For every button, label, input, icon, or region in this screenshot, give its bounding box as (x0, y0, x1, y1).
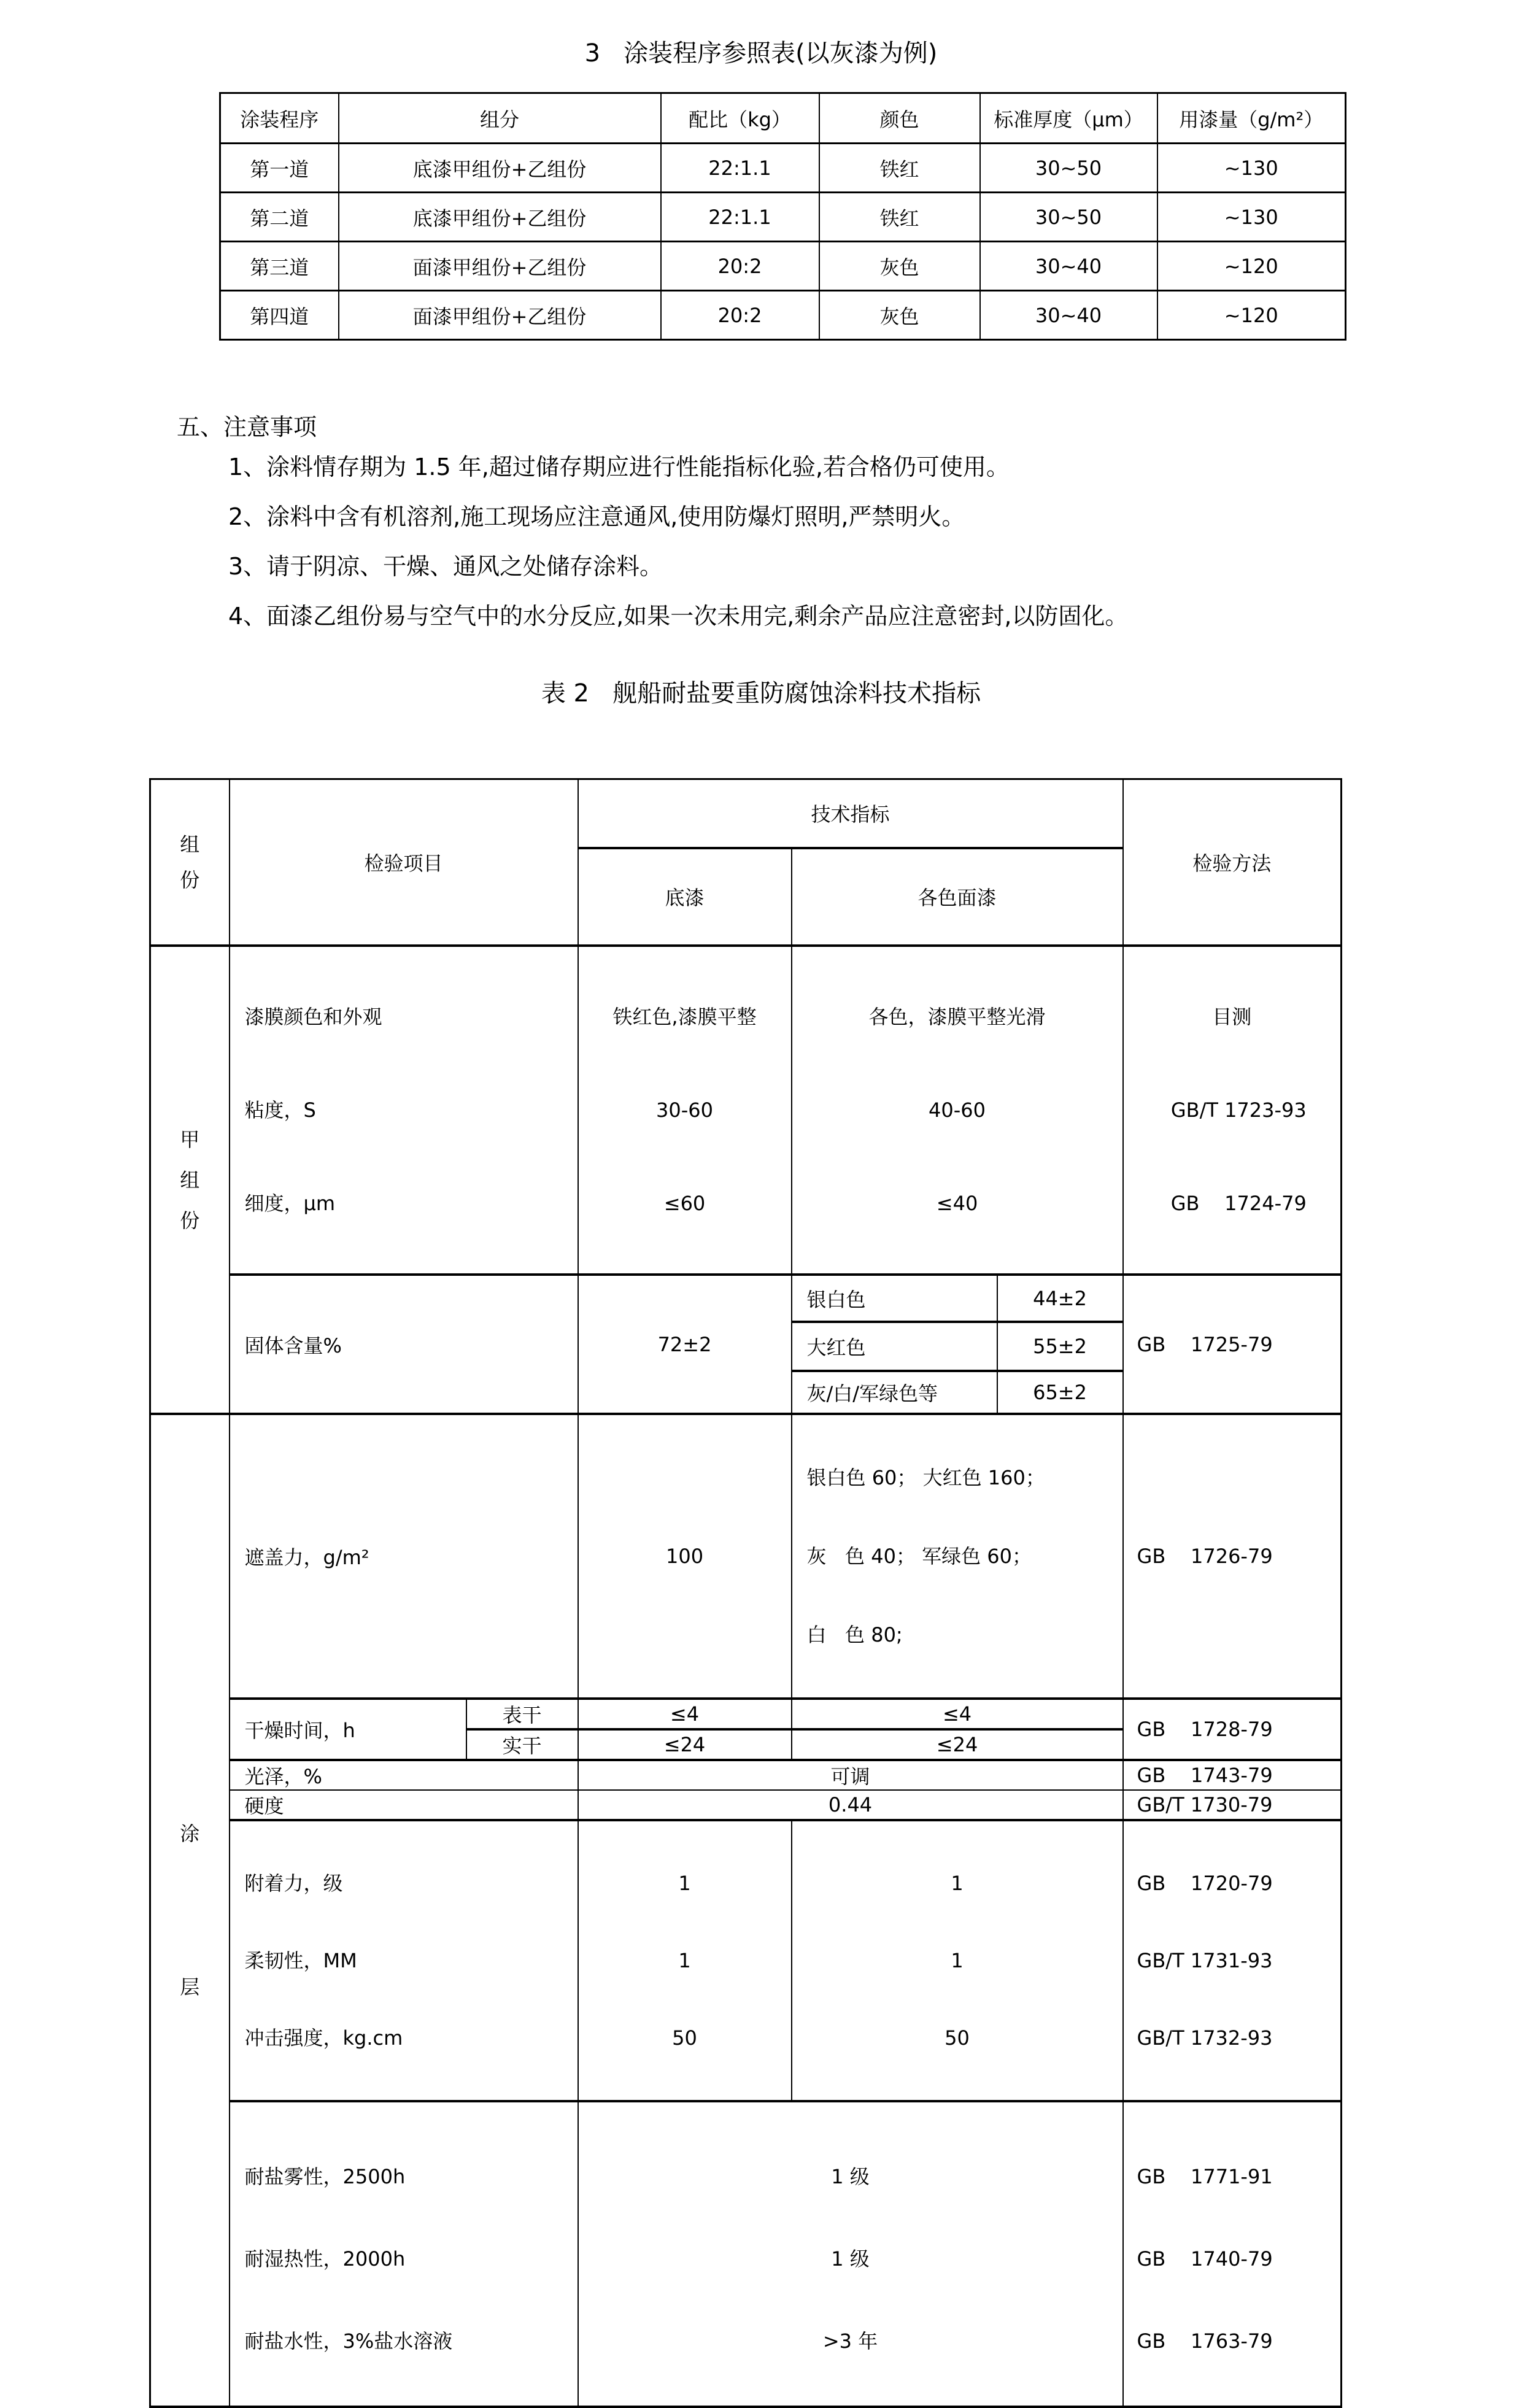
sub-item-cell: 表干 (466, 1699, 578, 1729)
table-cell: 20:2 (661, 242, 819, 291)
cell-line: 目测 (1212, 1005, 1252, 1028)
item-cell: 光泽，% (230, 1760, 578, 1790)
primer-cell: 100 (578, 1414, 792, 1699)
table-row (150, 1414, 1342, 1699)
t1-header-ratio: 配比（kg） (661, 93, 819, 144)
table-cell: 面漆甲组份+乙组份 (339, 242, 661, 291)
table-row (150, 1760, 1342, 1790)
cell-line: GB 1720-79 (1137, 1872, 1273, 1895)
primer-cell (578, 1820, 792, 2101)
cell-line: 各色，漆膜平整光滑 (868, 1005, 1046, 1028)
table-cell: 铁红 (819, 193, 980, 242)
item-cell: 遮盖力，g/m² (230, 1414, 578, 1699)
cell-line: 灰 色 40； 军绿色 60； (806, 1545, 1032, 1568)
primer-cell: ≤24 (578, 1729, 792, 1760)
cell-line: 细度，μm (244, 1192, 336, 1215)
value-cell (578, 2101, 1123, 2407)
topcoat-name-cell: 银白色 (792, 1275, 997, 1322)
cell-line: GB/T 1723-93 (1170, 1098, 1307, 1122)
cell-line: ≤60 (663, 1192, 706, 1215)
notes-heading: 五、注意事项 (177, 414, 317, 441)
topcoat-value-cell: 44±2 (997, 1275, 1123, 1322)
table-cell: ~120 (1157, 242, 1346, 291)
value-cell: 0.44 (578, 1790, 1123, 1820)
item-cell (230, 1820, 578, 2101)
cell-line: 50 (944, 2026, 970, 2050)
method-cell (1123, 2101, 1342, 2407)
method-cell (1123, 946, 1342, 1275)
t2-header-topcoat: 各色面漆 (792, 848, 1123, 946)
table-row (150, 1790, 1342, 1820)
cell-line: 耐盐水性，3%盐水溶液 (244, 2329, 453, 2353)
table-row (220, 193, 1346, 242)
topcoat-value-cell: 65±2 (997, 1371, 1123, 1414)
table-cell: 第四道 (220, 291, 339, 340)
table-cell: 铁红 (819, 144, 980, 193)
cell-line: 漆膜颜色和外观 (244, 1005, 382, 1028)
table-cell: 第一道 (220, 144, 339, 193)
topcoat-cell (792, 1414, 1123, 1699)
topcoat-cell: ≤4 (792, 1699, 1123, 1729)
group-label-tuceng (150, 1414, 230, 2407)
cell-line: GB 1763-79 (1137, 2329, 1273, 2353)
table-cell: 面漆甲组份+乙组份 (339, 291, 661, 340)
table-cell: 第三道 (220, 242, 339, 291)
cell-line: 银白色 60； 大红色 160； (806, 1466, 1045, 1489)
cell-line: 冲击强度，kg.cm (244, 2026, 403, 2050)
item-cell: 硬度 (230, 1790, 578, 1820)
method-cell: GB 1725-79 (1123, 1275, 1342, 1414)
cell-line: GB/T 1732-93 (1137, 2026, 1273, 2050)
note-item: 1、涂料情存期为 1.5 年,超过储存期应进行性能指标化验,若合格仍可使用。 (228, 453, 1010, 480)
cell-line: 1 (951, 1949, 964, 1972)
table-cell: 20:2 (661, 291, 819, 340)
cell-line: 1 (951, 1872, 964, 1895)
table-cell: 第二道 (220, 193, 339, 242)
notes-list (228, 448, 1128, 647)
table-cell: ~130 (1157, 144, 1346, 193)
vertical-label: 涂层 (180, 1822, 200, 1999)
table-row (150, 2101, 1342, 2407)
topcoat-name-cell: 灰/白/军绿色等 (792, 1371, 997, 1414)
table-cell: 底漆甲组份+乙组份 (339, 193, 661, 242)
cell-line: GB 1724-79 (1170, 1192, 1307, 1215)
method-cell: GB 1743-79 (1123, 1760, 1342, 1790)
t1-header-thickness: 标准厚度（μm） (980, 93, 1157, 144)
cell-line: 白 色 80; (806, 1623, 903, 1646)
topcoat-cell: ≤24 (792, 1729, 1123, 1760)
method-cell: GB/T 1730-79 (1123, 1790, 1342, 1820)
table-row (150, 1820, 1342, 2101)
table-cell: 30~50 (980, 193, 1157, 242)
cell-line: 耐盐雾性，2500h (244, 2165, 406, 2188)
method-cell: GB 1728-79 (1123, 1699, 1342, 1760)
item-cell: 干燥时间，h (230, 1699, 466, 1760)
table-cell: 22:1.1 (661, 144, 819, 193)
method-cell: GB 1726-79 (1123, 1414, 1342, 1699)
table-cell: ~130 (1157, 193, 1346, 242)
item-cell: 固体含量% (230, 1275, 578, 1414)
topcoat-cell (792, 1820, 1123, 2101)
table-cell: 底漆甲组份+乙组份 (339, 144, 661, 193)
sub-item-cell: 实干 (466, 1729, 578, 1760)
t1-header-amount: 用漆量（g/m²） (1157, 93, 1346, 144)
topcoat-cell (792, 946, 1123, 1275)
table-row (150, 946, 1342, 1275)
table-header-row (150, 779, 1342, 848)
t2-header-component (150, 779, 230, 946)
cell-line: 柔韧性，MM (244, 1949, 357, 1972)
item-cell (230, 946, 578, 1275)
topcoat-name-cell: 大红色 (792, 1322, 997, 1371)
table-row (150, 1275, 1342, 1322)
method-cell (1123, 1820, 1342, 2101)
note-item: 2、涂料中含有机溶剂,施工现场应注意通风,使用防爆灯照明,严禁明火。 (228, 503, 965, 530)
table-cell: 30~40 (980, 242, 1157, 291)
cell-line: 1 级 (831, 2165, 870, 2188)
note-item: 3、请于阴凉、干燥、通风之处储存涂料。 (228, 553, 663, 580)
technical-indicator-table (149, 778, 1342, 2408)
cell-line: 40-60 (929, 1098, 986, 1122)
table-row (150, 1699, 1342, 1729)
cell-line: 粘度，S (244, 1098, 316, 1122)
table-cell: ~120 (1157, 291, 1346, 340)
table-header-row (220, 93, 1346, 144)
table-row (220, 144, 1346, 193)
table-row (220, 291, 1346, 340)
table2-title: 表 2 舰船耐盐要重防腐蚀涂料技术指标 (541, 679, 981, 708)
coating-procedure-table (219, 92, 1346, 341)
table-cell: 22:1.1 (661, 193, 819, 242)
note-item: 4、面漆乙组份易与空气中的水分反应,如果一次未用完,剩余产品应注意密封,以防固化。 (228, 603, 1129, 630)
t1-header-component: 组分 (339, 93, 661, 144)
t2-header-method: 检验方法 (1123, 779, 1342, 946)
cell-line: >3 年 (822, 2329, 878, 2353)
vertical-label: 甲组份 (180, 1127, 200, 1232)
primer-cell (578, 946, 792, 1275)
t2-header-item: 检验项目 (230, 779, 578, 946)
t1-header-step: 涂装程序 (220, 93, 339, 144)
cell-line: ≤40 (936, 1192, 978, 1215)
table1-title: 3 涂装程序参照表(以灰漆为例) (584, 39, 938, 68)
cell-line: 附着力，级 (244, 1872, 343, 1895)
t2-header-tech: 技术指标 (578, 779, 1123, 848)
cell-line: 50 (672, 2026, 697, 2050)
cell-line: GB 1771-91 (1137, 2165, 1273, 2188)
table-row (220, 242, 1346, 291)
table-cell: 灰色 (819, 242, 980, 291)
cell-line: 1 级 (831, 2247, 870, 2271)
cell-line: 30-60 (656, 1098, 713, 1122)
topcoat-value-cell: 55±2 (997, 1322, 1123, 1371)
cell-line: 1 (678, 1872, 691, 1895)
item-cell (230, 2101, 578, 2407)
primer-cell: 72±2 (578, 1275, 792, 1414)
primer-cell: ≤4 (578, 1699, 792, 1729)
t2-header-primer: 底漆 (578, 848, 792, 946)
group-label-jia (150, 946, 230, 1414)
t1-header-color: 颜色 (819, 93, 980, 144)
cell-line: 耐湿热性，2000h (244, 2247, 406, 2271)
vertical-label: 组份 (180, 833, 200, 892)
table-cell: 30~50 (980, 144, 1157, 193)
table-cell: 灰色 (819, 291, 980, 340)
table-cell: 30~40 (980, 291, 1157, 340)
value-cell: 可调 (578, 1760, 1123, 1790)
cell-line: GB 1740-79 (1137, 2247, 1273, 2271)
cell-line: 铁红色,漆膜平整 (612, 1005, 757, 1028)
cell-line: 1 (678, 1949, 691, 1972)
cell-line: GB/T 1731-93 (1137, 1949, 1273, 1972)
